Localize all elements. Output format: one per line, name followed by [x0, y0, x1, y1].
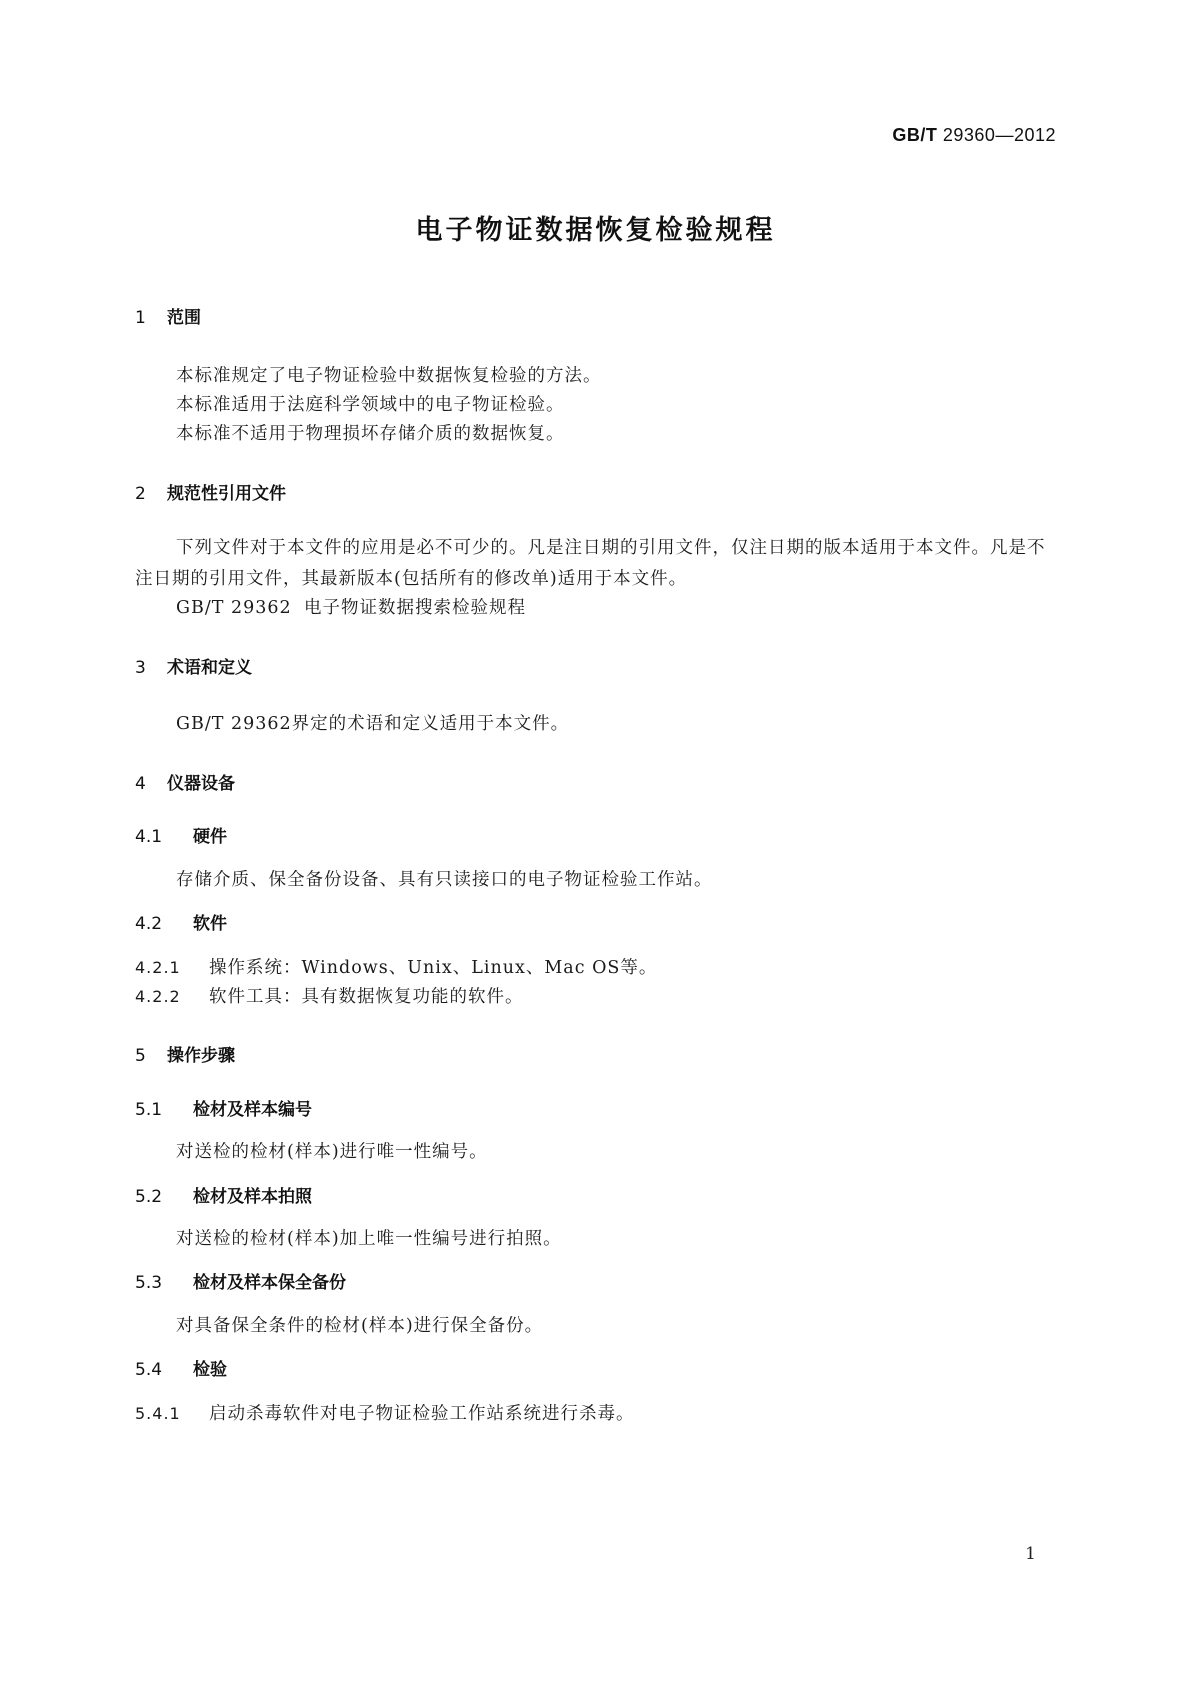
paragraph: 下列文件对于本文件的应用是必不可少的。凡是注日期的引用文件，仅注日期的版本适用于本文件。凡是不注日期的引用文件，其最新版本(包括所有的修改单)适用于本文件。: [135, 538, 1046, 589]
section-title: 检验: [193, 1360, 227, 1380]
paragraph: 存储介质、保全备份设备、具有只读接口的电子物证检验工作站。: [176, 870, 713, 890]
clause-text: 启动杀毒软件对电子物证检验工作站系统进行杀毒。: [209, 1404, 635, 1424]
section-title: 操作步骤: [167, 1046, 235, 1066]
section-5-1-heading: [135, 1095, 312, 1120]
section-title: 硬件: [193, 827, 227, 847]
normative-reference: [176, 594, 526, 619]
clause-text: 软件工具：具有数据恢复功能的软件。: [209, 987, 524, 1007]
section-5-heading: [135, 1041, 235, 1066]
standard-code: [892, 125, 1056, 146]
paragraph: GB/T 29362界定的术语和定义适用于本文件。: [176, 714, 570, 734]
section-title: 范围: [167, 308, 201, 328]
section-5-3-heading: [135, 1268, 346, 1293]
reference-code: GB/T 29362: [176, 598, 292, 618]
section-title: 术语和定义: [167, 658, 252, 678]
section-3-heading: [135, 653, 252, 678]
section-title: 检材及样本编号: [193, 1100, 312, 1120]
section-title: 仪器设备: [167, 774, 235, 794]
section-number: 4.2: [135, 914, 163, 934]
section-number: 5.2: [135, 1187, 163, 1207]
section-4-2-heading: [135, 909, 227, 934]
section-number: 5: [135, 1046, 146, 1066]
section-title: 检材及样本保全备份: [193, 1273, 346, 1293]
section-number: 1: [135, 308, 146, 328]
paragraph: 本标准规定了电子物证检验中数据恢复检验的方法。: [176, 366, 602, 386]
clause-number: 4.2.1: [135, 958, 181, 977]
section-1-heading: [135, 303, 201, 328]
clause-4-2-2: [135, 983, 524, 1008]
section-2-heading: [135, 479, 286, 504]
clause-number: 5.4.1: [135, 1404, 181, 1423]
paragraph: 对送检的检材(样本)进行唯一性编号。: [176, 1142, 488, 1162]
standard-code-number: 29360—2012: [937, 125, 1056, 145]
section-number: 5.4: [135, 1360, 163, 1380]
section-number: 5.3: [135, 1273, 163, 1293]
document-title: 电子物证数据恢复检验规程: [415, 215, 776, 246]
standard-code-prefix: GB/T: [892, 125, 938, 145]
section-4-heading: [135, 769, 235, 794]
section-number: 4: [135, 774, 146, 794]
reference-title: 电子物证数据搜索检验规程: [304, 598, 526, 618]
section-number: 4.1: [135, 827, 163, 847]
section-4-1-heading: [135, 822, 227, 847]
section-number: 3: [135, 658, 146, 678]
section-5-4-heading: [135, 1355, 227, 1380]
clause-number: 4.2.2: [135, 987, 181, 1006]
section-title: 规范性引用文件: [167, 484, 286, 504]
paragraph: 对具备保全条件的检材(样本)进行保全备份。: [176, 1316, 544, 1336]
section-5-2-heading: [135, 1182, 312, 1207]
page-number: 1: [1025, 1544, 1036, 1564]
section-number: 5.1: [135, 1100, 163, 1120]
clause-5-4-1: [135, 1400, 635, 1425]
clause-4-2-1: [135, 954, 657, 979]
section-title: 检材及样本拍照: [193, 1187, 312, 1207]
paragraph: 本标准不适用于物理损坏存储介质的数据恢复。: [176, 424, 565, 444]
paragraph: 本标准适用于法庭科学领域中的电子物证检验。: [176, 395, 565, 415]
section-title: 软件: [193, 914, 227, 934]
paragraph: 对送检的检材(样本)加上唯一性编号进行拍照。: [176, 1229, 562, 1249]
clause-text: 操作系统：Windows、Unix、Linux、Mac OS等。: [209, 958, 658, 978]
section-number: 2: [135, 484, 146, 504]
